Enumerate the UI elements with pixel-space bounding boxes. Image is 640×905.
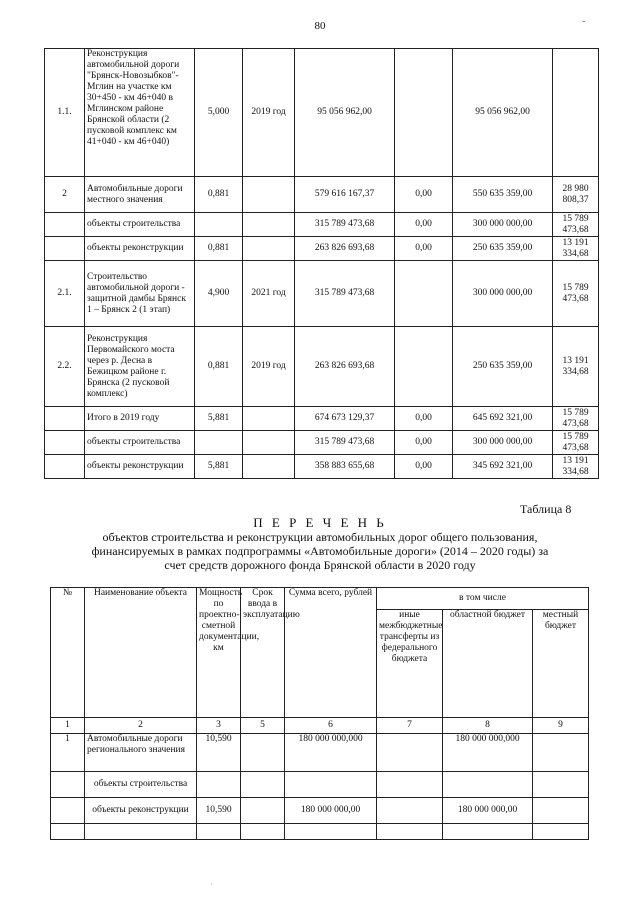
local-sum: 15 789 473,68 [553,261,599,327]
table-row [45,177,599,213]
local-sum [533,798,589,824]
federal-sum: 0,00 [395,177,453,213]
commission-year [243,177,295,213]
local-sum: 15 789 473,68 [553,213,599,237]
object-name: объекты реконструкции [85,237,195,261]
table-row [51,772,589,798]
federal-sum: 0,00 [395,431,453,455]
total-sum: 674 673 129,37 [295,407,395,431]
row-number [51,798,85,824]
table-2019 [44,48,599,479]
total-sum: 95 056 962,00 [295,49,395,177]
table-row [51,798,589,824]
regional-sum: 250 635 359,00 [453,327,553,407]
object-name: Автомобильные дороги регионального значения [85,734,197,772]
capacity: 10,590 [197,798,241,824]
total-sum: 315 789 473,68 [295,213,395,237]
header-capacity: Мощность по проектно-сметной документации, км [197,588,241,718]
capacity: 5,881 [195,455,243,479]
title-line: объектов строительства и реконструкции автомобильных дорог общего пользования, [102,530,538,544]
col-number: 1 [51,718,85,734]
regional-sum: 345 692 321,00 [453,455,553,479]
total-sum: 180 000 000,000 [285,734,377,772]
table-row [45,261,599,327]
object-name: Строительство автомобильной дороги - защитной дамбы Брянск 1 – Брянск 2 (1 этап) [85,261,195,327]
object-name: объекты реконструкции [85,798,197,824]
header-row [51,588,589,610]
total-sum: 315 789 473,68 [295,261,395,327]
regional-sum: 300 000 000,00 [453,261,553,327]
commission-term [241,798,285,824]
list-title [40,516,600,572]
col-number: 8 [443,718,533,734]
federal-sum [377,772,443,798]
table-row [45,49,599,177]
table-row [51,734,589,772]
row-number: 2.2. [45,327,85,407]
capacity: 5,881 [195,407,243,431]
local-sum: 28 980 808,37 [553,177,599,213]
regional-sum: 180 000 000,000 [443,734,533,772]
col-number: 2 [85,718,197,734]
regional-sum: 250 635 359,00 [453,237,553,261]
local-sum [533,734,589,772]
total-sum [285,772,377,798]
commission-year: 2021 год [243,261,295,327]
table-2020 [50,587,589,840]
table-row [45,213,599,237]
regional-sum: 300 000 000,00 [453,213,553,237]
row-number: 2.1. [45,261,85,327]
title-line: финансируемых в рамках подпрограммы «Автомобильные дороги» (2014 – 2020 годы) за [91,544,549,558]
local-sum [533,772,589,798]
total-sum: 579 616 167,37 [295,177,395,213]
capacity [197,772,241,798]
federal-sum [395,261,453,327]
col-number: 6 [285,718,377,734]
header-local: местный бюджет [533,610,589,718]
federal-sum [395,49,453,177]
commission-year: 2019 год [243,49,295,177]
row-number: 1 [51,734,85,772]
local-sum [553,49,599,177]
table-row [45,455,599,479]
row-number [45,237,85,261]
title-main: П Е Р Е Ч Е Н Ь [253,515,387,530]
object-name: объекты строительства [85,772,197,798]
table-label: Таблица 8 [520,502,572,516]
object-name: объекты строительства [85,431,195,455]
object-name: Реконструкция автомобильной дороги "Брянск-Новозыбков"-Мглин на участке км 30+450 - км 46+040 в Мглинском районе Брянской области (2 пусковой комплекс км 41+040 - км 46+040) [85,49,195,177]
regional-sum: 645 692 321,00 [453,407,553,431]
regional-sum: 180 000 000,00 [443,798,533,824]
capacity [195,431,243,455]
federal-sum [377,798,443,824]
row-number [45,431,85,455]
local-sum: 15 789 473,68 [553,431,599,455]
federal-sum: 0,00 [395,455,453,479]
table-row [45,431,599,455]
object-name: Автомобильные дороги местного значения [85,177,195,213]
federal-sum: 0,00 [395,407,453,431]
commission-year [243,431,295,455]
commission-year [243,455,295,479]
corner-mark: - [582,16,586,27]
commission-year [243,213,295,237]
col-number: 9 [533,718,589,734]
regional-sum: 550 635 359,00 [453,177,553,213]
table-row [45,237,599,261]
total-sum: 180 000 000,00 [285,798,377,824]
empty-row [51,824,589,840]
commission-term [241,772,285,798]
regional-sum: 95 056 962,00 [453,49,553,177]
column-number-row [51,718,589,734]
federal-sum [377,734,443,772]
capacity: 5,000 [195,49,243,177]
regional-sum [443,772,533,798]
row-number: 2 [45,177,85,213]
row-number [51,772,85,798]
col-number: 7 [377,718,443,734]
capacity: 0,881 [195,327,243,407]
capacity: 0,881 [195,237,243,261]
federal-sum [395,327,453,407]
total-sum: 358 883 655,68 [295,455,395,479]
capacity: 0,881 [195,177,243,213]
commission-year: 2019 год [243,327,295,407]
object-name: Итого в 2019 году [85,407,195,431]
header-term: Срок ввода в эксплуатацию [241,588,285,718]
commission-year [243,237,295,261]
capacity: 10,590 [197,734,241,772]
table-row [45,407,599,431]
local-sum: 13 191 334,68 [553,327,599,407]
total-sum: 263 826 693,68 [295,327,395,407]
object-name: Реконструкция Первомайского моста через р. Десна в Бежицком районе г. Брянска (2 пусковой комплекс) [85,327,195,407]
capacity: 4,900 [195,261,243,327]
header-including: в том числе [377,588,589,610]
object-name: объекты строительства [85,213,195,237]
row-number [45,455,85,479]
header-regional: областной бюджет [443,610,533,718]
col-number: 5 [241,718,285,734]
header-num: № [51,588,85,718]
header-federal: иные межбюджетные трансферты из федерального бюджета [377,610,443,718]
local-sum: 15 789 473,68 [553,407,599,431]
row-number: 1.1. [45,49,85,177]
regional-sum: 300 000 000,00 [453,431,553,455]
title-line: счет средств дорожного фонда Брянской области в 2020 году [164,558,476,572]
commission-year [243,407,295,431]
local-sum: 13 191 334,68 [553,455,599,479]
table-row [45,327,599,407]
row-number [45,407,85,431]
total-sum: 315 789 473,68 [295,431,395,455]
page-number: 80 [314,20,326,32]
header-total: Сумма всего, рублей [285,588,377,718]
federal-sum: 0,00 [395,237,453,261]
total-sum: 263 826 693,68 [295,237,395,261]
col-number: 3 [197,718,241,734]
commission-term [241,734,285,772]
row-number [45,213,85,237]
header-name: Наименование объекта [85,588,197,718]
object-name: объекты реконструкции [85,455,195,479]
footer-mark: · [210,880,213,889]
capacity [195,213,243,237]
local-sum: 13 191 334,68 [553,237,599,261]
federal-sum: 0,00 [395,213,453,237]
